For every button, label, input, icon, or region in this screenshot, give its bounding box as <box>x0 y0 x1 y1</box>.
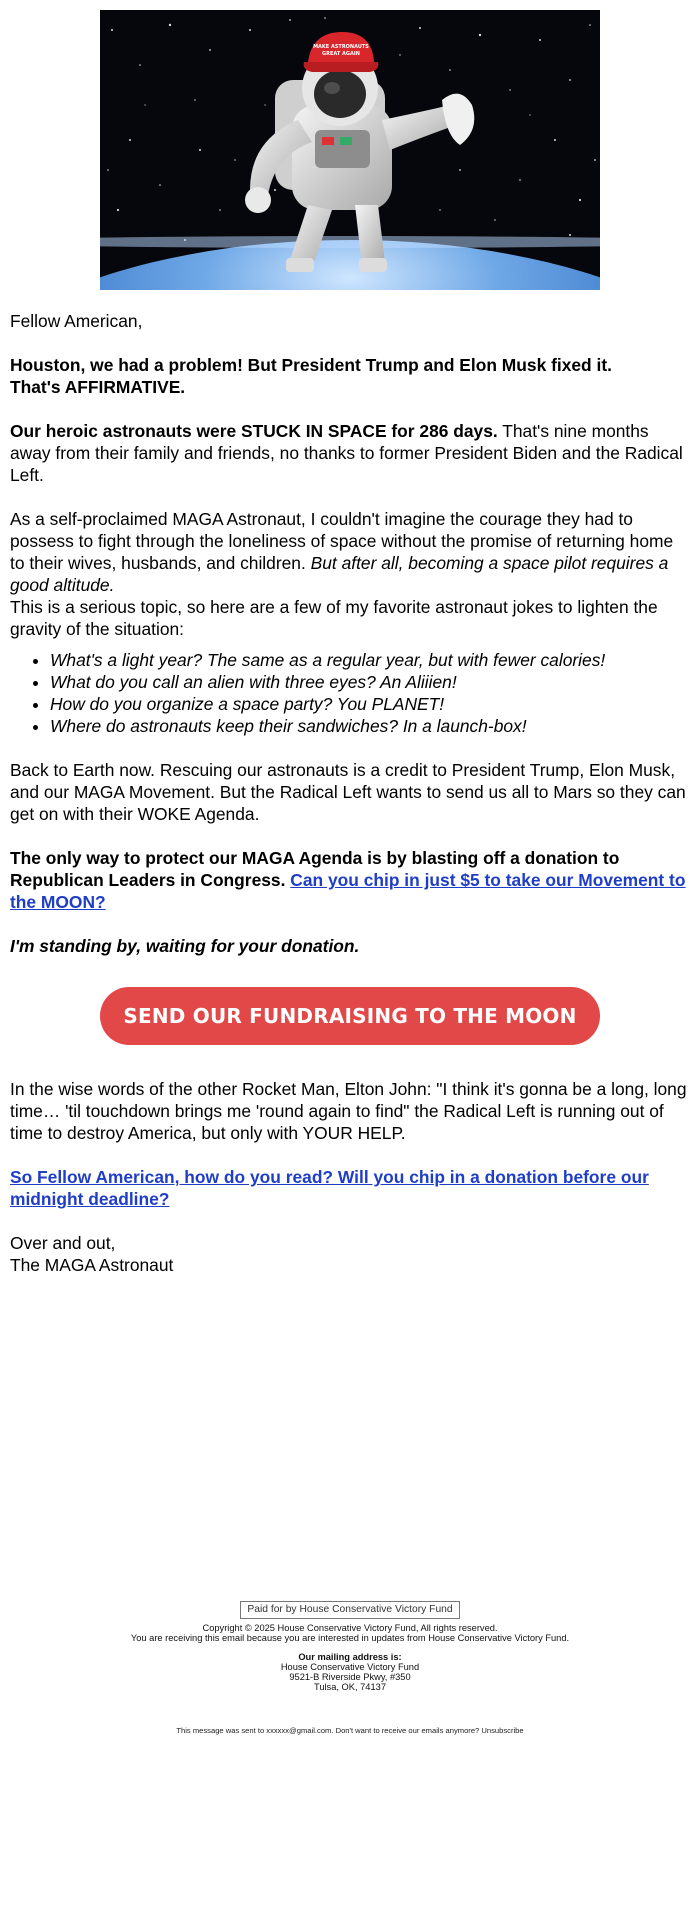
list-item: • What do you call an alien with three eyes? An Aliiien! <box>50 671 690 693</box>
address-street: 9521-B Riverside Pkwy, #350 <box>289 1672 411 1682</box>
paragraph-back-to-earth: Back to Earth now. Rescuing our astronauts is a credit to President Trump, Elon Musk, and our MAGA Movement. But the Radical Left wants to send us all to Mars so they can get on with their WOKE Agenda. <box>10 760 686 824</box>
list-item: • How do you organize a space party? You PLANET! <box>50 693 690 715</box>
paragraph-elton-john: In the wise words of the other Rocket Man, Elton John: "I think it's gonna be a long, long time… 'til touchdown brings me 'round again to find" the Radical Left is running out of time to destroy America, but only with YOUR HELP. <box>10 1079 687 1143</box>
greeting: Fellow American, <box>10 311 143 331</box>
sign-off: Over and out, The MAGA Astronaut <box>10 1233 174 1275</box>
list-item: • Where do astronauts keep their sandwiches? In a launch-box! <box>50 715 690 737</box>
address-org: House Conservative Victory Fund <box>280 1662 420 1672</box>
receiving-reason: You are receiving this email because you are interested in updates from House Conservative Victory Fund. <box>130 1633 570 1643</box>
address-city: Tulsa, OK, 74137 <box>313 1682 386 1692</box>
chip-in-5-link[interactable]: Can you chip in just $5 to take our Movement to the MOON? <box>10 870 686 912</box>
paragraph-stuck-in-space: Our heroic astronauts were STUCK IN SPACE for 286 days. That's nine months away from their family and friends, no thanks to former President Biden and the Radical Left. <box>10 421 683 485</box>
copyright-line: Copyright © 2025 House Conservative Victory Fund, All rights reserved. <box>202 1623 498 1633</box>
paragraph-deadline <box>10 1166 690 1210</box>
paragraph-donation-ask: The only way to protect our MAGA Agenda is by blasting off a donation to Republican Leaders in Congress. Can you chip in just $5 to take our Movement to the MOON? <box>10 848 686 912</box>
email-body <box>10 310 690 1276</box>
paragraph-jokes-intro: This is a serious topic, so here are a few of my favorite astronaut jokes to lighten the gravity of the situation: <box>10 597 658 639</box>
paragraph-standing-by: I'm standing by, waiting for your donation. <box>10 936 360 956</box>
unsubscribe-link[interactable]: Unsubscribe <box>481 1726 524 1735</box>
donate-before-deadline-link[interactable]: So Fellow American, how do you read? Will you chip in a donation before our midnight deadline? <box>10 1167 649 1209</box>
paid-for-disclaimer: Paid for by House Conservative Victory Fund <box>240 1601 459 1619</box>
paragraph-problem-fixed: Houston, we had a problem! But President Trump and Elon Musk fixed it. That's AFFIRMATIVE. <box>10 355 612 397</box>
send-fundraising-button[interactable]: SEND OUR FUNDRAISING TO THE MOON <box>100 987 600 1045</box>
jokes-list <box>10 649 690 737</box>
hero-image <box>100 10 600 290</box>
svg-text:MAKE ASTRONAUTS: MAKE ASTRONAUTS <box>313 44 369 50</box>
mailing-address-title: Our mailing address is: <box>298 1652 402 1662</box>
paragraph-maga-astronaut: As a self-proclaimed MAGA Astronaut, I couldn't imagine the courage they had to possess to fight through the loneliness of space without the promise of returning home to their wives, husbands, and children. But after all, becoming a space pilot requires a good altitude. <box>10 509 674 595</box>
cta-container <box>10 987 690 1045</box>
svg-text:GREAT AGAIN: GREAT AGAIN <box>322 51 360 57</box>
sent-to-notice: This message was sent to xxxxxx@gmail.com. Don't want to receive our emails anymore? Unsubscribe <box>176 1726 524 1735</box>
signature: The MAGA Astronaut <box>10 1255 174 1275</box>
list-item: • What's a light year? The same as a regular year, but with fewer calories! <box>50 649 690 671</box>
email-footer <box>0 1601 700 1736</box>
astronaut-illustration <box>100 10 600 290</box>
